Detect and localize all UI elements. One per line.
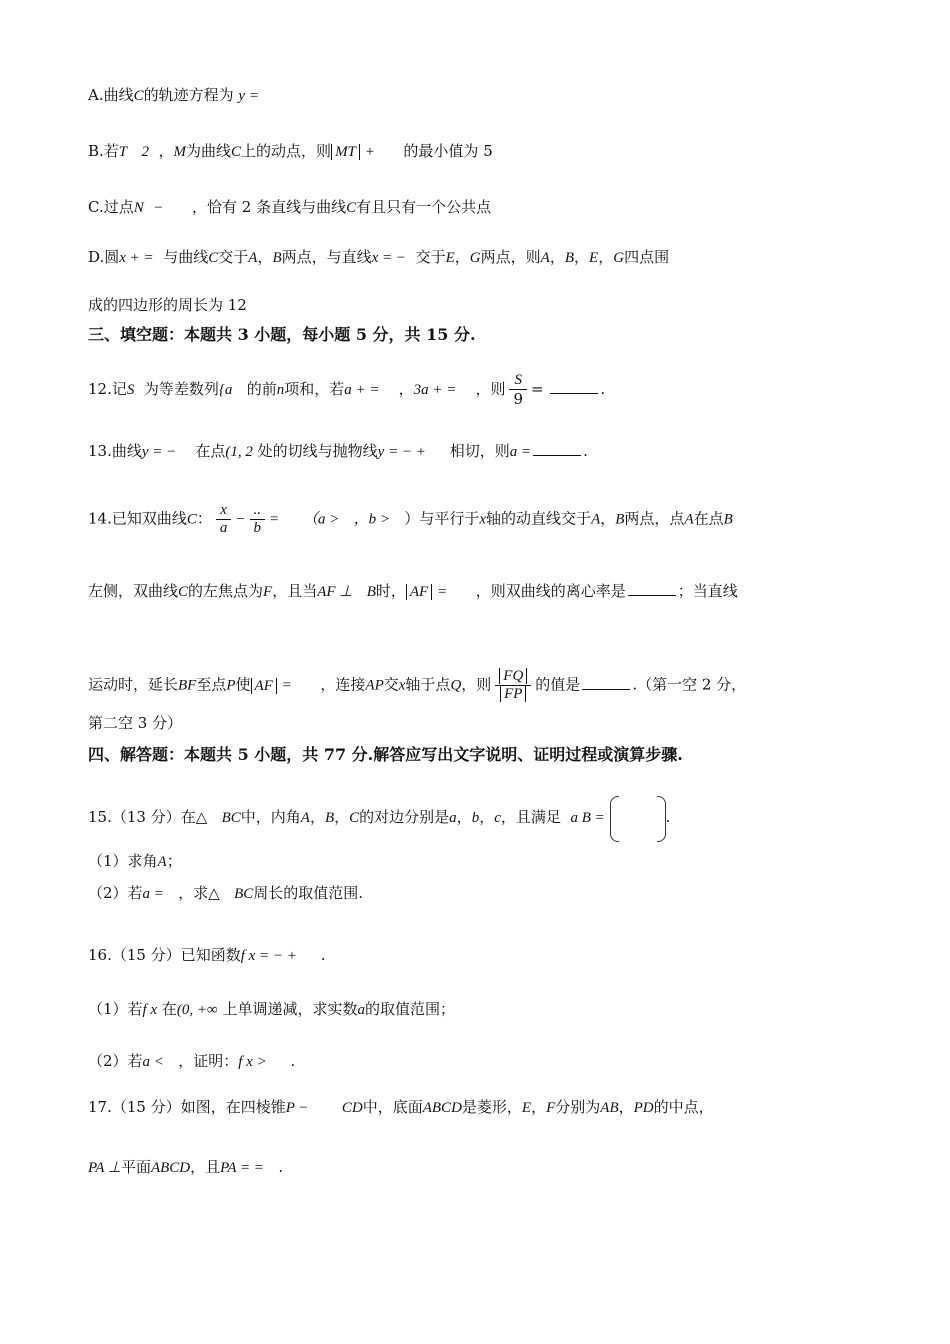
option-a-text: 的轨迹方程为 (143, 86, 234, 104)
equals-sign: = (269, 511, 280, 528)
q15-text-2: 的对边分别是 (359, 808, 450, 826)
pa-perpendicular: PA ⊥ (88, 1160, 121, 1176)
q12-text-1: 为等差数列 (143, 380, 219, 398)
answer-blank[interactable] (533, 454, 581, 456)
q17-text-3: 分别为 (555, 1098, 601, 1116)
option-d-text-1: 与曲线 (163, 248, 209, 266)
symbol-s: S (126, 382, 135, 398)
q17-text-4: 的中点， (653, 1098, 714, 1116)
inequality: f x > (238, 1054, 267, 1070)
q17-text-6: ，且 (190, 1158, 221, 1176)
angle-b: B (324, 810, 335, 826)
question-12 (88, 372, 605, 408)
period: . (290, 1052, 296, 1070)
q12-text-3: 项和，若 (284, 380, 345, 398)
separator: ， (334, 808, 350, 826)
question-13 (88, 440, 588, 461)
q14-text-7: ，且当 (272, 582, 318, 600)
point-e: E (445, 250, 455, 266)
abs-fq: FQ (499, 668, 527, 684)
point-b: B (723, 511, 733, 528)
q14-text-12: 至点 (196, 675, 227, 694)
option-d (88, 246, 669, 267)
point-b: B (564, 250, 575, 266)
separator: ， (257, 248, 273, 266)
side-c: c (494, 810, 501, 826)
option-d-text-3: 两点，与直线 (281, 248, 372, 266)
q14-text-6: 的左焦点为 (188, 582, 264, 600)
period: . (600, 380, 606, 398)
section-3-heading: 三、填空题：本题共 3 小题，每小题 5 分，共 15 分. (88, 325, 476, 344)
abs-fp: FP (500, 686, 526, 702)
option-b-text-2: 上的动点，则 (241, 142, 332, 160)
q15-equation: a B = (570, 810, 605, 826)
curve-equation: y = − (141, 444, 177, 460)
separator: ， (574, 248, 590, 266)
q17-text-2: 是菱形， (461, 1098, 522, 1116)
point-e: E (521, 1100, 532, 1116)
sequence-a: {a (218, 382, 233, 398)
q16-part-1-tail: 上单调递减，求实数 (222, 1000, 358, 1018)
q14-text-13: 使 (235, 675, 251, 694)
point-b: B (272, 250, 282, 266)
separator: ， (454, 248, 470, 266)
segment-ab: AB (600, 1100, 619, 1116)
q14-text-18: 的值是 (535, 675, 581, 694)
parabola-equation: y = − + (377, 444, 426, 460)
q14-text-4: 在点 (693, 509, 724, 528)
angle-c: C (349, 810, 360, 826)
curve-c: C (208, 250, 219, 266)
answer-blank-2[interactable] (582, 688, 630, 690)
q16-part-1-text: 在 (161, 1000, 177, 1018)
q14-text-9: ，则双曲线的离心率是 (475, 582, 626, 600)
curve-c: C (133, 88, 144, 104)
q16-prefix: 16.（15 分）已知函数 (88, 946, 241, 964)
fraction-denominator (495, 686, 531, 703)
point-q: Q (450, 677, 462, 694)
q13-prefix: 13.曲线 (88, 442, 142, 460)
q13-text-2: 处的切线与抛物线 (257, 442, 378, 460)
q17-text-5: 平面 (120, 1158, 151, 1176)
q13-text-3: 相切，则 (449, 442, 510, 460)
point-t-coord: 2 (141, 144, 149, 160)
option-a-equation: y = (238, 88, 259, 104)
symbol-n: n (276, 382, 285, 398)
q14-text-1: ）与平行于 (404, 509, 480, 528)
abs-mt: MT (331, 144, 360, 160)
side-b: b (471, 810, 480, 826)
segment-ap: AP (365, 677, 384, 694)
point-t: T (118, 144, 128, 160)
function-definition: f x = − + (240, 948, 297, 964)
focus-f: F (263, 584, 273, 600)
q13-text-1: 在点 (195, 442, 226, 460)
question-17 (88, 1096, 714, 1117)
q12-condition-1: a + = (344, 382, 380, 398)
q16-part-1 (88, 998, 455, 1019)
axis-x: x (479, 511, 487, 528)
option-c (88, 196, 491, 217)
q12-prefix: 12.记 (88, 380, 127, 398)
period: . (583, 442, 588, 460)
hyperbola-c: C (178, 584, 189, 600)
q12-text-4: ，则 (475, 380, 506, 398)
point-a: A (540, 250, 550, 266)
point-b: B (366, 584, 376, 600)
side-a: a (449, 810, 457, 826)
minus-sign: − (235, 511, 246, 528)
q14-text-17: ，则 (461, 675, 492, 694)
minus-sign: − (153, 200, 164, 216)
option-d-tail: 四点围 (624, 248, 670, 266)
point-coordinates: (1, 2 (225, 444, 253, 460)
period: . (278, 1158, 284, 1176)
point-f: F (546, 1100, 556, 1116)
q15-part-1-end: ； (166, 852, 182, 870)
q14-text-14: ，连接 (320, 675, 366, 694)
separator: ， (549, 248, 565, 266)
q14-fraction-x (216, 502, 232, 537)
angle-a: A (157, 854, 167, 870)
triangle-label: BC (234, 886, 254, 902)
pa-equation: PA = = (220, 1160, 265, 1176)
plus-sign: + (364, 144, 375, 160)
option-d-text-4: 交于 (415, 248, 446, 266)
period: . (665, 808, 671, 826)
fraction-denominator: a (219, 520, 228, 536)
q14-fraction-y (250, 502, 266, 537)
option-b-text: 为曲线 (186, 142, 232, 160)
fraction-numerator (495, 668, 531, 686)
axis-x: x (398, 677, 406, 694)
option-b-prefix: B.若 (88, 142, 119, 160)
question-15 (88, 796, 670, 840)
curve-c: C (346, 200, 357, 216)
q15-part-2-text: ，求 (178, 884, 209, 902)
point-a: A (591, 511, 601, 528)
q15-text-1: 中，内角 (240, 808, 301, 826)
option-d-text-5: 两点，则 (480, 248, 541, 266)
q16-part-2 (88, 1050, 295, 1071)
point-e: E (589, 250, 599, 266)
fraction-numerator: S (509, 372, 527, 390)
fraction-denominator: b (253, 520, 262, 536)
separator: ， (600, 509, 616, 528)
segment-bf: BF (178, 677, 197, 694)
base-abcd: ABCD (422, 1100, 462, 1116)
function-fx: f x (142, 1002, 158, 1018)
base-abcd: ABCD (150, 1160, 191, 1176)
parentheses-icon (610, 796, 666, 840)
question-17-line-2 (88, 1156, 283, 1177)
colon: ： (196, 509, 212, 528)
q16-part-2-prefix: （2）若 (88, 1052, 143, 1070)
fraction-denominator: 9 (513, 390, 523, 408)
abs-af: AF (406, 584, 432, 600)
option-c-prefix: C.过点 (88, 198, 134, 216)
point-a: A (248, 250, 258, 266)
abs-af: AF (251, 678, 277, 694)
q12-text-2: 的前 (246, 380, 277, 398)
q14-prefix: 14.已知双曲线 (88, 509, 187, 528)
apex-p: P − (285, 1100, 309, 1116)
equals-sign: = (281, 677, 292, 694)
condition-a: （a > (302, 511, 340, 528)
triangle-label: BC (221, 810, 241, 826)
separator: ， (158, 142, 174, 160)
option-d-prefix: D.圆 (88, 248, 120, 266)
equals-sign: = (437, 584, 448, 600)
q14-text-3: 两点，点 (624, 509, 685, 528)
circle-equation: x + = (119, 250, 154, 266)
perpendicular-condition: AF ⊥ (317, 584, 353, 600)
q15-part-1 (88, 850, 182, 871)
fraction-numerator: x (216, 502, 232, 520)
q12-condition-2: 3a + = (413, 382, 457, 398)
base-label: CD (341, 1100, 363, 1116)
point-g: G (613, 250, 625, 266)
q14-text-11: 运动时，延长 (88, 675, 179, 694)
q14-text-10: ；当直线 (677, 582, 738, 600)
answer-blank-1[interactable] (628, 594, 676, 596)
option-a-prefix: A.曲线 (88, 86, 134, 104)
q16-part-2-text: ，证明： (178, 1052, 239, 1070)
triangle-icon: △ (195, 808, 208, 826)
equals-sign: = (531, 380, 544, 398)
question-14-line-4: 第二空 3 分） (88, 714, 183, 732)
option-b-tail: 的最小值为 5 (403, 142, 493, 160)
separator: ， (398, 380, 414, 398)
q14-text-16: 轴于点 (405, 675, 451, 694)
option-d-line-2: 成的四边形的周长为 12 (88, 296, 247, 314)
condition-b: ，b > (353, 511, 391, 528)
line-equation: x = − (371, 250, 407, 266)
interval: (0, +∞ (176, 1002, 218, 1018)
q15-part-2-end: 周长的取值范围. (253, 884, 364, 902)
option-b (88, 140, 493, 161)
point-m: M (173, 144, 187, 160)
q17-text-1: 中，底面 (362, 1098, 423, 1116)
point-b: B (615, 511, 625, 528)
q15-part-2-prefix: （2）若 (88, 884, 143, 902)
q15-text-3: ，且满足 (500, 808, 561, 826)
separator: ， (456, 808, 472, 826)
option-d-text-2: 交于 (218, 248, 249, 266)
fraction-numerator: .. (250, 502, 266, 520)
param-a: a (357, 1002, 366, 1018)
option-c-tail: 有且只有一个公共点 (356, 198, 492, 216)
triangle-icon: △ (208, 884, 220, 902)
angle-a: A (300, 810, 310, 826)
q16-part-1-end: 的取值范围； (365, 1000, 456, 1018)
section-4-heading: 四、解答题：本题共 5 小题，共 77 分.解答应写出文字说明、证明过程或演算步骤. (88, 745, 683, 764)
question-14-line-3 (88, 668, 746, 703)
q15-part-1-prefix: （1）求角 (88, 852, 158, 870)
question-14-line-2 (88, 580, 738, 601)
hyperbola-c: C (186, 511, 197, 528)
period: . (320, 946, 326, 964)
point-n: N (133, 200, 144, 216)
separator: ， (531, 1098, 547, 1116)
separator: ， (309, 808, 325, 826)
separator: ， (618, 1098, 634, 1116)
segment-pd: PD (633, 1100, 654, 1116)
separator: ， (479, 808, 495, 826)
question-16 (88, 944, 326, 965)
q15-prefix: 15.（13 分）在 (88, 808, 196, 826)
a-condition: a < (142, 1054, 164, 1070)
q14-text-5: 左侧，双曲线 (88, 582, 179, 600)
q14-ratio-fraction (495, 668, 531, 703)
q14-text-15: 交 (383, 675, 399, 694)
separator: ， (598, 248, 614, 266)
q14-text-2: 轴的动直线交于 (486, 509, 592, 528)
curve-c: C (231, 144, 242, 160)
q14-text-8: 时， (375, 582, 406, 600)
option-c-text: ，恰有 2 条直线与曲线 (192, 198, 347, 216)
answer-blank[interactable] (550, 392, 598, 394)
q17-prefix: 17.（15 分）如图，在四棱锥 (88, 1098, 286, 1116)
option-a (88, 84, 259, 105)
point-p: P (226, 677, 236, 694)
point-g: G (469, 250, 481, 266)
point-a: A (684, 511, 694, 528)
q12-fraction (509, 372, 527, 408)
q16-part-1-prefix: （1）若 (88, 1000, 143, 1018)
q15-part-2 (88, 882, 363, 903)
question-14 (88, 502, 733, 537)
q14-text-19: .（第一空 2 分， (632, 675, 747, 694)
a-equals: a = (142, 886, 164, 902)
a-equals: a = (509, 444, 532, 460)
